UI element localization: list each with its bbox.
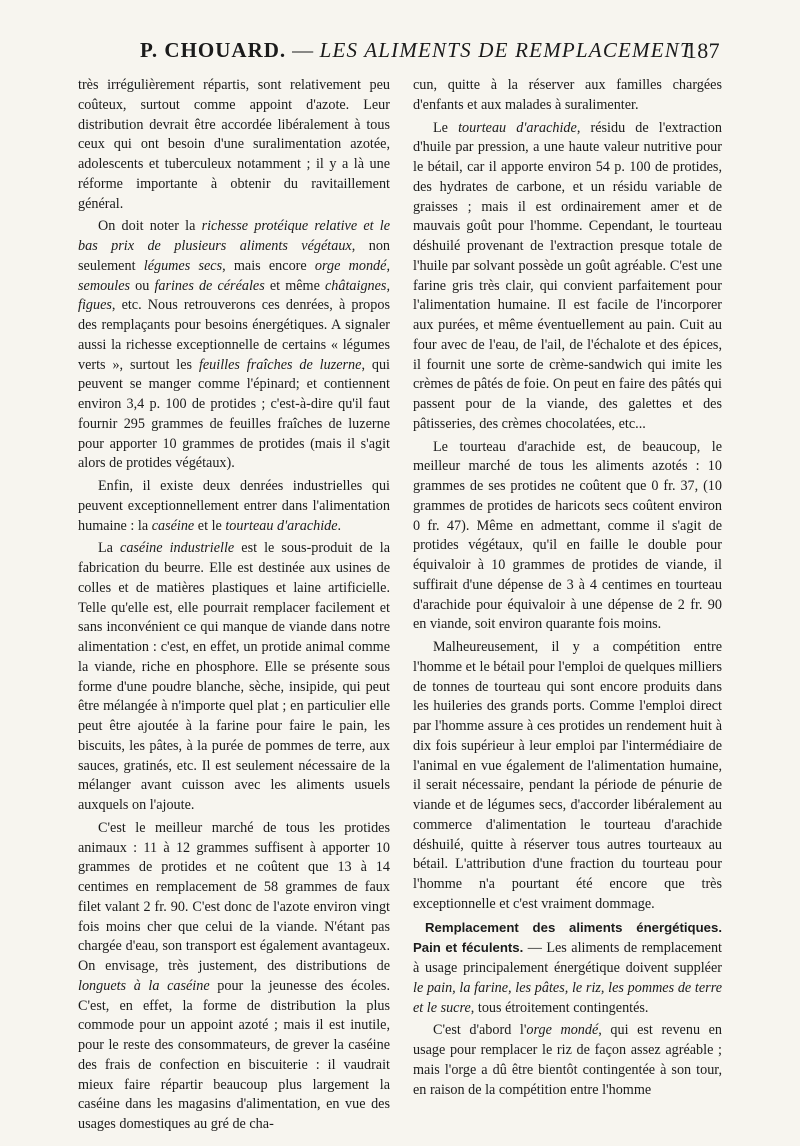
italic-text: tourteau d'arachide <box>458 119 577 136</box>
italic-text: le pain, la farine, les pâtes, le riz, les pommes de terre et le sucre <box>413 979 722 1016</box>
text-run: , tous étroitement contingentés. <box>470 999 649 1016</box>
text-run: Le <box>433 119 459 136</box>
text-run: On doit noter la <box>98 218 202 235</box>
italic-text: orge mondé <box>526 1022 599 1039</box>
text-run: . <box>337 517 342 534</box>
text-run: , non seulement <box>78 238 391 274</box>
left-column <box>78 76 390 1138</box>
text-run: Enfin, il existe deux denrées industrielles qui peuvent exceptionnellement entrer dans l'alimentation humaine : la <box>78 478 390 534</box>
text-run: et même <box>264 277 325 294</box>
italic-text: légumes secs <box>143 257 223 274</box>
italic-text: feuilles fraîches de luzerne <box>198 356 362 373</box>
paragraph: Le tourteau d'arachide est, de beaucoup, le meilleur marché de tous les aliments azotés : 10 grammes de ses protides ne coûtent que 0 fr. 37, (10 grammes de protides de haricots secs coûtent environ 0 fr. 47). Même en admettant, comme il s'agit de protides végétaux, qu'il en faille le double pour équivaloir à 10 grammes de protides de viande, il suffirait d'une dépense de 3 à 4 centimes en tourteau d'arachide pour équivaloir à une dépense de 2 fr. 90 en viande, soit environ quarante fois moins. <box>413 438 722 633</box>
italic-text: orge mondé, semoules <box>78 257 390 294</box>
paragraph <box>413 1021 722 1100</box>
section-paragraph <box>413 918 722 1019</box>
italic-text: châtaignes, figues <box>78 277 390 314</box>
paragraph: Malheureusement, il y a compétition entre l'homme et le bétail pour l'emploi de quelques milliers de tonnes de tourteau qui sont encore produits dans les huileries des grands ports. Comme l'emploi direct par l'homme assure à ces protides un rendement huit à dix fois supérieur à leur emploi par l'intermédiaire de l'animal en vue également de l'alimentation humaine, il serait nécessaire, pendant la période de pénurie de viande et de légumes secs, d'accorder libéralement au commerce d'alimentation le tourteau d'arachide déshuilé, quitte à réserver tous autres tourteaux au bétail. L'attribution d'une fraction du tourteau pour l'homme n'a pourtant été encore que très exceptionnelle et c'est vraiment dommage. <box>413 639 722 912</box>
paragraph <box>413 119 722 435</box>
paragraph <box>78 539 390 816</box>
article-title: LES ALIMENTS DE REMPLACEMENT <box>319 38 693 62</box>
text-run: ou <box>130 277 155 294</box>
italic-text: tourteau d'arachide <box>225 517 338 534</box>
italic-text: richesse protéique relative et le bas prix de plusieurs aliments végétaux <box>78 218 390 254</box>
paragraph: très irrégulièrement répartis, sont relativement peu coûteux, surtout comme appoint d'azote. Leur distribution devrait être accordée libéralement à tous ceux qui ont besoin d'une suralimentation azotée, adolescents et tuberculeux notamment ; il y a là une réforme importante à obtenir du ravitaillement général. <box>78 77 390 212</box>
author-name: P. CHOUARD. <box>140 38 287 62</box>
text-run: et le <box>194 517 226 534</box>
paragraph <box>78 477 390 536</box>
text-run: — Les aliments de remplacement à usage principalement énergétique doivent suppléer <box>413 940 722 976</box>
section-heading: Remplacement des aliments énergétiques. Pain et féculents. <box>413 919 722 956</box>
text-run: , mais encore <box>222 257 315 274</box>
text-run: est le sous-produit de la fabrication du beurre. Elle est destinée aux usines de colles et de matières plastiques et laine artificielle. Telle qu'elle est, elle pourrait remplacer facilement et sans inconvénient ce qui manque de viande dans notre alimentation : c'est, en effet, un protide animal comme la viande, riche en phosphore. Elle se présente sous forme d'une poudre blanche, sèche, insipide, qui peut être mélangée à n'importe quel plat ; en particulier elle peut être ajoutée à la farine pour faire le pain, les biscuits, les pâtes, à la purée de pommes de terre, aux sauces, gratinés, etc. Il est seulement nécessaire de la mélanger avant cuisson avec les aliments usuels auxquels on l'ajoute. <box>78 540 391 813</box>
text-run: C'est le meilleur marché de tous les protides animaux : 11 à 12 grammes suffisent à apporter 10 grammes de protides et ne coûtent que 13 à 14 centimes en remplacement de 58 grammes de faux filet valant 2 fr. 90. C'est donc de l'azote environ vingt fois moins cher que celui de la viande. N'étant pas chargée d'eau, son transport est également avantageux. On envisage, très justement, des distributions de <box>78 819 390 974</box>
right-column <box>413 76 722 1103</box>
paragraph <box>78 217 390 474</box>
text-run: C'est d'abord l' <box>433 1022 527 1039</box>
text-run: La <box>98 540 121 557</box>
text-run: , qui peuvent se manger comme l'épinard; et contiennent environ 3,4 p. 100 de protides ; c'est-à-dire qu'il faut fournir 295 grammes de feuilles fraîches de luzerne pour apporter 10 grammes de protides (mais il s'agit alors de protides végétaux). <box>78 356 390 472</box>
text-run: pour la jeunesse des écoles. C'est, en effet, la forme de distribution la plus commode pour un appoint azoté ; mais il est inutile, pour le reste des consommateurs, de grever la caséine des frais de confection en biscuiterie : il vaudrait mieux faire répartir beaucoup plus largement la caséine dans les magasins d'alimentation, en vue des usages domestiques au gré de cha- <box>78 977 390 1132</box>
text-run: , qui est revenu en usage pour remplacer le riz de façon assez agréable ; mais l'orge a dû être bientôt contingentée à son tour, en raison de la compétition entre l'homme <box>413 1022 723 1098</box>
italic-text: longuets à la caséine <box>78 977 210 994</box>
running-head <box>140 38 720 68</box>
paragraph <box>78 819 390 1135</box>
paragraph: cun, quitte à la réserver aux familles chargées d'enfants et aux malades à suralimenter. <box>413 77 722 113</box>
header-dash: — <box>292 38 314 62</box>
text-run: , etc. Nous retrouverons ces denrées, à propos des remplaçants pour besoins énergétiques. A signaler aussi la richesse exceptionnelle de certains « légumes verts », surtout les <box>78 297 390 373</box>
italic-text: farines de céréales <box>154 277 265 294</box>
italic-text: caséine <box>151 517 195 534</box>
text-run: , résidu de l'extraction d'huile par pression, a une haute valeur nutritive pour le bétail, car il apporte environ 54 p. 100 de protides, des hydrates de carbone, et un résidu variable de graisses ; mais il est ordinairement amer et de mauvais goût pour l'homme. Cependant, le tourteau déshuilé provenant de l'extraction presque totale de l'huile par solvant possède un goût agréable. C'est une farine gris très clair, qui convient parfaitement pour l'alimentation humaine. Il est facile de l'incorporer aux purées, et même éventuellement au pain. Cuit au four avec de l'eau, de l'ail, de l'échalote et des épices, il fournit une sorte de crème-sandwich qui imite les crèmes de pâtés de foie. On peut en faire des pâtés qui passent pour de la viande, des galettes et des pâtisseries, des crèmes chocolatées, etc... <box>413 119 722 432</box>
italic-text: caséine industrielle <box>120 540 235 557</box>
page-number: 187 <box>685 38 720 63</box>
